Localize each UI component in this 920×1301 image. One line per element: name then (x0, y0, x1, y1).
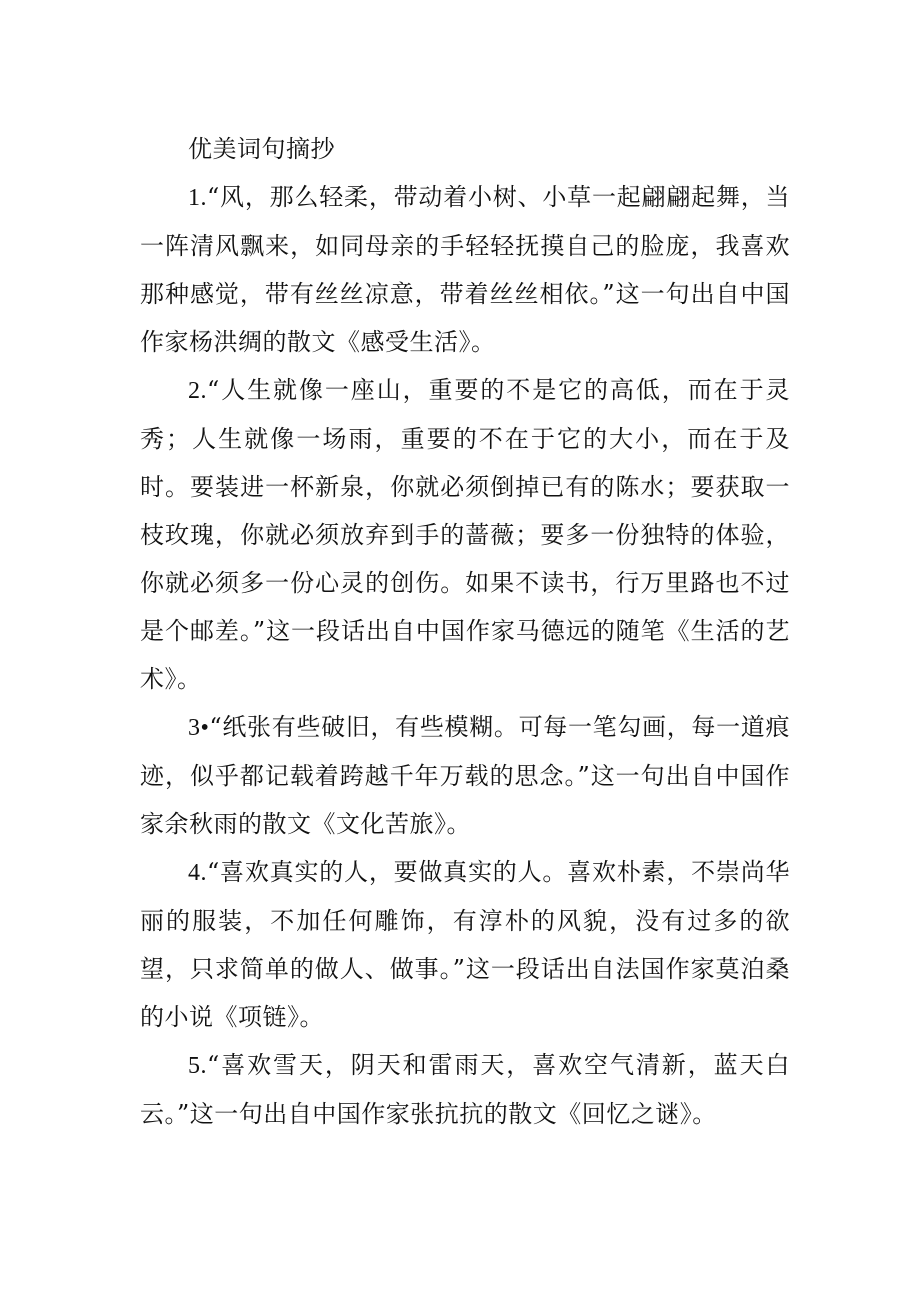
excerpt-number: 1. (188, 185, 207, 211)
excerpt-paragraph-3 (140, 703, 790, 848)
excerpt-paragraph-5 (140, 1041, 790, 1138)
excerpt-text: “风，那么轻柔，带动着小树、小草一起翩翩起舞，当一阵清风飘来，如同母亲的手轻轻抚摸自己的脸庞，我喜欢那种感觉，带有丝丝凉意，带着丝丝相依。”这一句出自中国作家杨洪绸的散文《感受生活》。 (140, 183, 790, 356)
excerpt-number: 2. (188, 378, 207, 404)
excerpt-text: “喜欢真实的人，要做真实的人。喜欢朴素，不崇尚华丽的服装，不加任何雕饰，有淳朴的风貌，没有过多的欲望，只求简单的做人、做事。”这一段话出自法国作家莫泊桑的小说《项链》。 (140, 858, 790, 1031)
excerpt-paragraph-2 (140, 366, 790, 703)
excerpt-number: 3• (188, 715, 210, 741)
excerpt-text: “喜欢雪天，阴天和雷雨天，喜欢空气清新，蓝天白云。”这一句出自中国作家张抗抗的散文《回忆之谜》。 (140, 1051, 790, 1128)
excerpt-text: “人生就像一座山，重要的不是它的高低，而在于灵秀；人生就像一场雨，重要的不在于它的大小，而在于及时。要装进一杯新泉，你就必须倒掉已有的陈水；要获取一枝玫瑰，你就必须放弃到手的蔷薇；要多一份独特的体验，你就必须多一份心灵的创伤。如果不读书，行万里路也不过是个邮差。”这一段话出自中国作家马德远的随笔《生活的艺术》。 (140, 376, 790, 693)
excerpt-paragraph-4 (140, 848, 790, 1041)
excerpt-text: “纸张有些破旧，有些模糊。可每一笔勾画，每一道痕迹，似乎都记载着跨越千年万载的思念。”这一句出自中国作家余秋雨的散文《文化苦旅》。 (140, 713, 790, 838)
excerpt-number: 5. (188, 1053, 207, 1079)
document-title: 优美词句摘抄 (188, 135, 335, 163)
excerpt-number: 4. (188, 860, 207, 886)
excerpt-paragraph-1 (140, 173, 790, 366)
document-body (140, 125, 790, 1138)
